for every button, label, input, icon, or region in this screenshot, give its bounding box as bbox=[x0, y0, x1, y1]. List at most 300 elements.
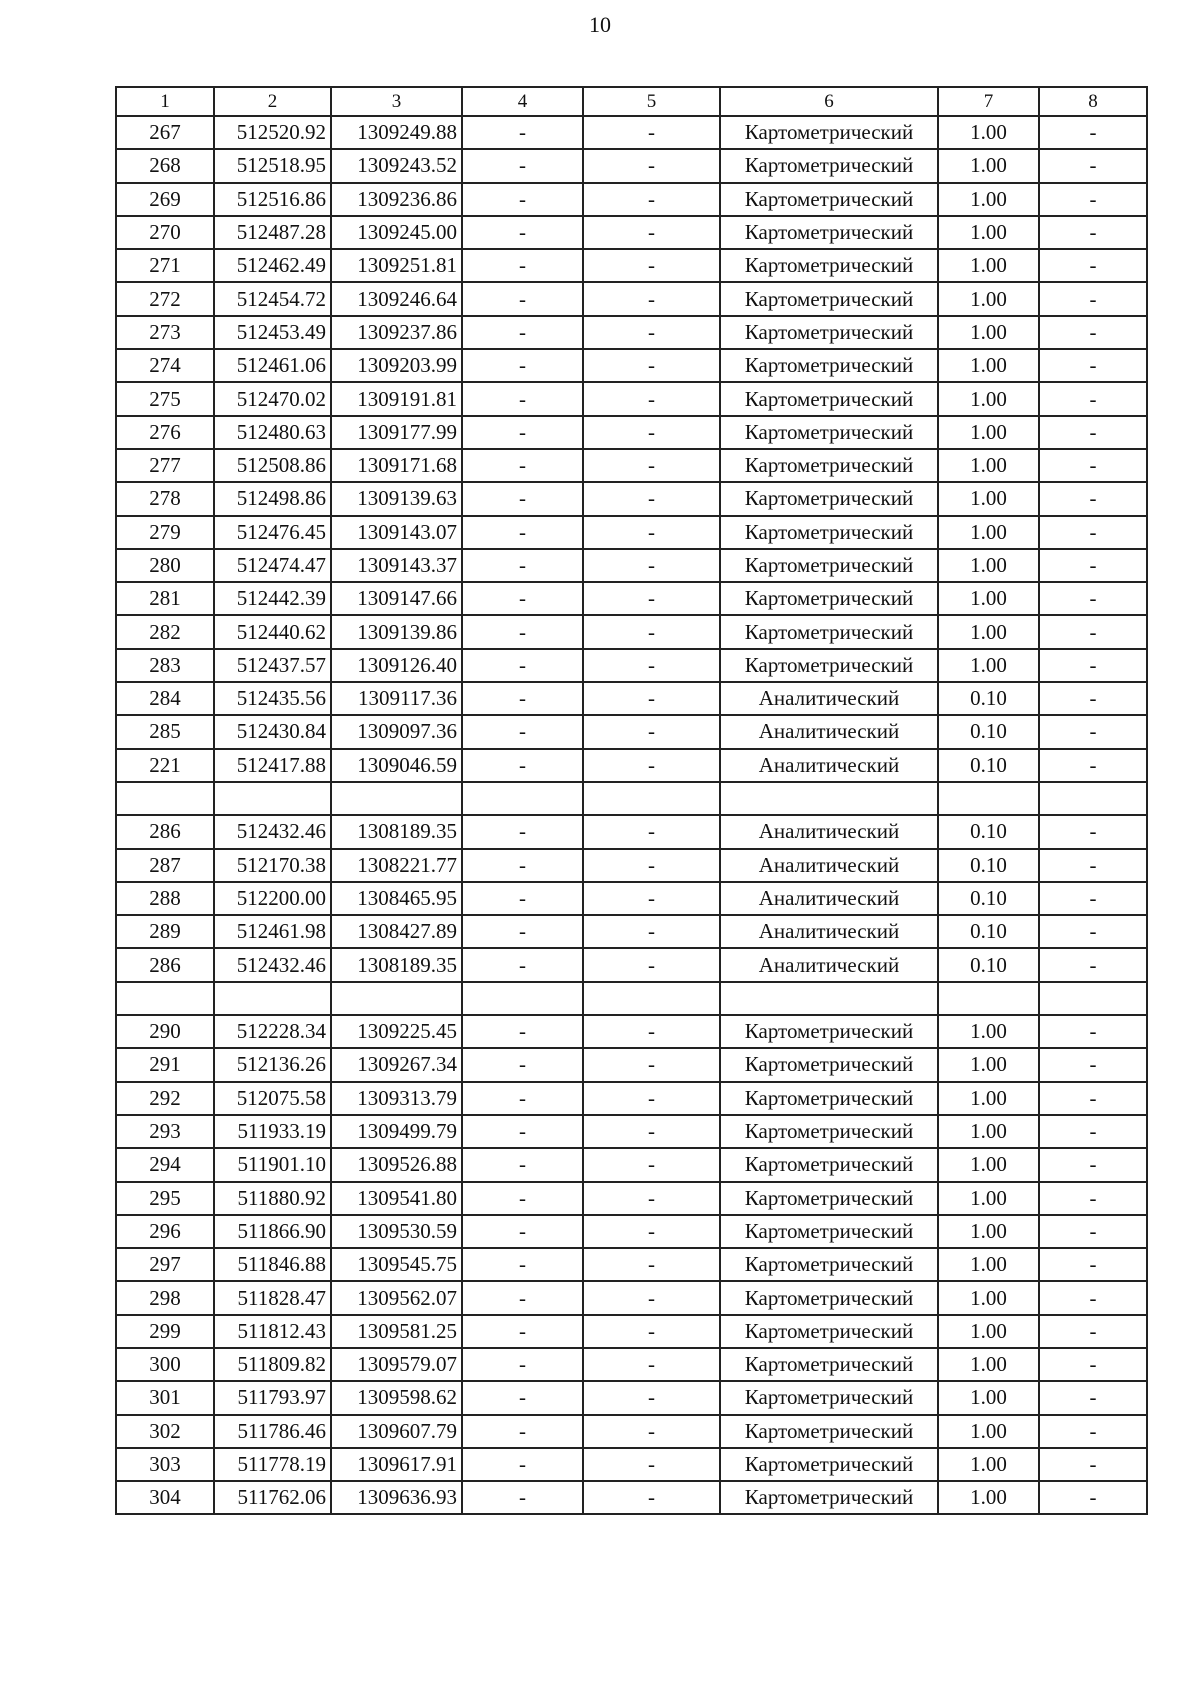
table-row bbox=[116, 1448, 1147, 1481]
table-cell-col-5: - bbox=[583, 1348, 720, 1381]
table-cell-col-6: Картометрический bbox=[720, 382, 938, 415]
table-cell-col-8: - bbox=[1039, 116, 1147, 149]
table-cell-col-4: - bbox=[462, 1015, 583, 1048]
table-cell-col-1: 292 bbox=[116, 1082, 214, 1115]
table-cell-col-6: Картометрический bbox=[720, 249, 938, 282]
table-cell-col-8: - bbox=[1039, 682, 1147, 715]
table-cell-col-7: 1.00 bbox=[938, 1281, 1039, 1314]
table-cell-col-3: 1309526.88 bbox=[331, 1148, 462, 1181]
table-cell-col-5: - bbox=[583, 516, 720, 549]
table-cell-col-6: Аналитический bbox=[720, 715, 938, 748]
table-cell-col-7: 1.00 bbox=[938, 1381, 1039, 1414]
table-cell-col-5: - bbox=[583, 449, 720, 482]
table-cell-col-4: - bbox=[462, 1481, 583, 1514]
table-cell-col-1: 294 bbox=[116, 1148, 214, 1181]
table-cell-col-7: 1.00 bbox=[938, 183, 1039, 216]
table-cell-col-3: 1309530.59 bbox=[331, 1215, 462, 1248]
column-header-3: 3 bbox=[331, 87, 462, 116]
table-cell-col-5: - bbox=[583, 183, 720, 216]
table-cell-col-1: 284 bbox=[116, 682, 214, 715]
table-cell-col-6: Картометрический bbox=[720, 649, 938, 682]
table-cell-col-6: Аналитический bbox=[720, 948, 938, 981]
table-cell-col-7: 1.00 bbox=[938, 1148, 1039, 1181]
table-cell-col-7: 1.00 bbox=[938, 1048, 1039, 1081]
table-cell-col-2: 512228.34 bbox=[214, 1015, 331, 1048]
table-cell-col-2: 512200.00 bbox=[214, 882, 331, 915]
table-cell-col-2: 511846.88 bbox=[214, 1248, 331, 1281]
table-cell-col-3: 1309139.63 bbox=[331, 482, 462, 515]
table-cell-col-7: 1.00 bbox=[938, 1415, 1039, 1448]
table-cell-col-6: Картометрический bbox=[720, 1048, 938, 1081]
table-cell-col-1: 267 bbox=[116, 116, 214, 149]
table-cell-col-6: Картометрический bbox=[720, 1215, 938, 1248]
table-cell-col-1: 291 bbox=[116, 1048, 214, 1081]
table-cell-col-2: 512432.46 bbox=[214, 815, 331, 848]
table-cell-col-8: - bbox=[1039, 249, 1147, 282]
table-row bbox=[116, 116, 1147, 149]
table-cell-col-7: 1.00 bbox=[938, 116, 1039, 149]
table-cell-col-8: - bbox=[1039, 416, 1147, 449]
table-cell-col-6: Картометрический bbox=[720, 1281, 938, 1314]
table-cell-col-6: Картометрический bbox=[720, 482, 938, 515]
table-cell-col-1: 270 bbox=[116, 216, 214, 249]
table-cell-col-3: 1308465.95 bbox=[331, 882, 462, 915]
table-cell-col-3: 1309541.80 bbox=[331, 1182, 462, 1215]
column-header-7: 7 bbox=[938, 87, 1039, 116]
table-cell-col-5: - bbox=[583, 282, 720, 315]
table-row bbox=[116, 715, 1147, 748]
table-cell-col-8: - bbox=[1039, 1048, 1147, 1081]
table-cell-col-3: 1309147.66 bbox=[331, 582, 462, 615]
table-cell-col-2: 512136.26 bbox=[214, 1048, 331, 1081]
table-cell-col-2: 511933.19 bbox=[214, 1115, 331, 1148]
table-cell-col-2: 512498.86 bbox=[214, 482, 331, 515]
table-cell-col-7: 1.00 bbox=[938, 349, 1039, 382]
table-cell-col-6: Картометрический bbox=[720, 149, 938, 182]
table-cell-col-1: 221 bbox=[116, 749, 214, 782]
table-cell-col-3: 1309191.81 bbox=[331, 382, 462, 415]
table-cell-col-3: 1309126.40 bbox=[331, 649, 462, 682]
table-cell-col-2: 511828.47 bbox=[214, 1281, 331, 1314]
table-cell-col-3: 1308189.35 bbox=[331, 948, 462, 981]
table-cell-col-6: Аналитический bbox=[720, 682, 938, 715]
table-cell-col-5: - bbox=[583, 416, 720, 449]
table-row bbox=[116, 416, 1147, 449]
table-cell-col-4 bbox=[462, 982, 583, 1015]
table-cell-col-5: - bbox=[583, 1115, 720, 1148]
table-cell-col-1: 271 bbox=[116, 249, 214, 282]
table-cell-col-1: 301 bbox=[116, 1381, 214, 1414]
table-cell-col-8: - bbox=[1039, 715, 1147, 748]
table-cell-col-2: 512435.56 bbox=[214, 682, 331, 715]
table-cell-col-8: - bbox=[1039, 1415, 1147, 1448]
column-header-6: 6 bbox=[720, 87, 938, 116]
table-cell-col-5: - bbox=[583, 1182, 720, 1215]
table-row bbox=[116, 382, 1147, 415]
table-cell-col-4 bbox=[462, 782, 583, 815]
table-cell-col-2: 511778.19 bbox=[214, 1448, 331, 1481]
table-cell-col-4: - bbox=[462, 1315, 583, 1348]
table-cell-col-8: - bbox=[1039, 549, 1147, 582]
table-cell-col-6 bbox=[720, 982, 938, 1015]
table-row bbox=[116, 1015, 1147, 1048]
table-cell-col-8: - bbox=[1039, 449, 1147, 482]
table-cell-col-8: - bbox=[1039, 615, 1147, 648]
table-cell-col-6: Картометрический bbox=[720, 1148, 938, 1181]
table-cell-col-4: - bbox=[462, 715, 583, 748]
table-cell-col-2 bbox=[214, 782, 331, 815]
table-cell-col-2: 512462.49 bbox=[214, 249, 331, 282]
table-cell-col-5: - bbox=[583, 1148, 720, 1181]
table-row bbox=[116, 1248, 1147, 1281]
table-cell-col-8: - bbox=[1039, 1148, 1147, 1181]
table-row bbox=[116, 1048, 1147, 1081]
table-cell-col-5: - bbox=[583, 316, 720, 349]
table-row bbox=[116, 615, 1147, 648]
table-cell-col-5: - bbox=[583, 882, 720, 915]
table-cell-col-7: 1.00 bbox=[938, 1448, 1039, 1481]
table-cell-col-3: 1309545.75 bbox=[331, 1248, 462, 1281]
table-cell-col-4: - bbox=[462, 815, 583, 848]
table-cell-col-1: 268 bbox=[116, 149, 214, 182]
table-cell-col-4: - bbox=[462, 749, 583, 782]
table-cell-col-1: 290 bbox=[116, 1015, 214, 1048]
table-cell-col-4: - bbox=[462, 149, 583, 182]
table-row bbox=[116, 1115, 1147, 1148]
table-cell-col-1 bbox=[116, 782, 214, 815]
table-cell-col-4: - bbox=[462, 1448, 583, 1481]
table-cell-col-2: 511812.43 bbox=[214, 1315, 331, 1348]
column-header-4: 4 bbox=[462, 87, 583, 116]
table-cell-col-5: - bbox=[583, 682, 720, 715]
table-cell-col-7: 0.10 bbox=[938, 948, 1039, 981]
table-cell-col-1: 281 bbox=[116, 582, 214, 615]
table-cell-col-1: 304 bbox=[116, 1481, 214, 1514]
table-cell-col-7: 0.10 bbox=[938, 882, 1039, 915]
table-cell-col-4: - bbox=[462, 282, 583, 315]
table-cell-col-5: - bbox=[583, 1381, 720, 1414]
table-cell-col-4: - bbox=[462, 1415, 583, 1448]
table-cell-col-2: 512476.45 bbox=[214, 516, 331, 549]
table-cell-col-4: - bbox=[462, 183, 583, 216]
table-cell-col-7: 1.00 bbox=[938, 1182, 1039, 1215]
table-cell-col-1: 273 bbox=[116, 316, 214, 349]
table-cell-col-8: - bbox=[1039, 149, 1147, 182]
table-cell-col-1: 269 bbox=[116, 183, 214, 216]
table-cell-col-7: 1.00 bbox=[938, 1248, 1039, 1281]
table-cell-col-5: - bbox=[583, 582, 720, 615]
table-cell-col-3: 1309267.34 bbox=[331, 1048, 462, 1081]
table-cell-col-6: Картометрический bbox=[720, 216, 938, 249]
table-cell-col-5: - bbox=[583, 915, 720, 948]
table-cell-col-3: 1309236.86 bbox=[331, 183, 462, 216]
table-cell-col-2: 512437.57 bbox=[214, 649, 331, 682]
coordinates-table bbox=[115, 86, 1148, 1515]
table-cell-col-3: 1309617.91 bbox=[331, 1448, 462, 1481]
table-cell-col-8: - bbox=[1039, 349, 1147, 382]
table-row bbox=[116, 1315, 1147, 1348]
table-cell-col-5: - bbox=[583, 1281, 720, 1314]
table-cell-col-1: 296 bbox=[116, 1215, 214, 1248]
table-cell-col-7: 1.00 bbox=[938, 482, 1039, 515]
table-cell-col-7: 0.10 bbox=[938, 749, 1039, 782]
table-cell-col-8: - bbox=[1039, 1481, 1147, 1514]
table-cell-col-5: - bbox=[583, 149, 720, 182]
table-cell-col-2: 512474.47 bbox=[214, 549, 331, 582]
table-cell-col-1: 286 bbox=[116, 815, 214, 848]
table-cell-col-8 bbox=[1039, 982, 1147, 1015]
table-cell-col-5: - bbox=[583, 1015, 720, 1048]
table-cell-col-3: 1308221.77 bbox=[331, 849, 462, 882]
table-cell-col-3: 1309562.07 bbox=[331, 1281, 462, 1314]
table-cell-col-4: - bbox=[462, 482, 583, 515]
table-cell-col-2: 512454.72 bbox=[214, 282, 331, 315]
table-cell-col-6: Аналитический bbox=[720, 882, 938, 915]
table-cell-col-7: 1.00 bbox=[938, 549, 1039, 582]
table-row bbox=[116, 516, 1147, 549]
table-cell-col-4: - bbox=[462, 948, 583, 981]
column-header-8: 8 bbox=[1039, 87, 1147, 116]
table-cell-col-4: - bbox=[462, 416, 583, 449]
table-cell-col-6: Картометрический bbox=[720, 1182, 938, 1215]
table-cell-col-3: 1309237.86 bbox=[331, 316, 462, 349]
table-cell-col-2: 512075.58 bbox=[214, 1082, 331, 1115]
table-cell-col-8: - bbox=[1039, 749, 1147, 782]
table-cell-col-1: 279 bbox=[116, 516, 214, 549]
table-cell-col-3: 1309636.93 bbox=[331, 1481, 462, 1514]
table-cell-col-5 bbox=[583, 982, 720, 1015]
table-cell-col-8: - bbox=[1039, 183, 1147, 216]
column-header-5: 5 bbox=[583, 87, 720, 116]
table-cell-col-8: - bbox=[1039, 1281, 1147, 1314]
table-cell-col-3: 1309143.07 bbox=[331, 516, 462, 549]
table-row bbox=[116, 1281, 1147, 1314]
table-cell-col-7: 1.00 bbox=[938, 649, 1039, 682]
table-cell-col-2: 512518.95 bbox=[214, 149, 331, 182]
table-cell-col-2: 511762.06 bbox=[214, 1481, 331, 1514]
table-cell-col-2: 512417.88 bbox=[214, 749, 331, 782]
table-cell-col-2: 512487.28 bbox=[214, 216, 331, 249]
table-cell-col-3: 1309246.64 bbox=[331, 282, 462, 315]
table-cell-col-4: - bbox=[462, 316, 583, 349]
table-cell-col-3: 1309251.81 bbox=[331, 249, 462, 282]
table-cell-col-8: - bbox=[1039, 1315, 1147, 1348]
table-cell-col-3 bbox=[331, 782, 462, 815]
table-cell-col-4: - bbox=[462, 682, 583, 715]
table-cell-col-1: 276 bbox=[116, 416, 214, 449]
table-cell-col-7: 1.00 bbox=[938, 449, 1039, 482]
table-cell-col-8: - bbox=[1039, 1448, 1147, 1481]
table-cell-col-2: 511880.92 bbox=[214, 1182, 331, 1215]
table-cell-col-8: - bbox=[1039, 482, 1147, 515]
table-cell-col-8: - bbox=[1039, 815, 1147, 848]
table-cell-col-7: 1.00 bbox=[938, 1015, 1039, 1048]
table-body bbox=[116, 116, 1147, 1514]
table-cell-col-8: - bbox=[1039, 1215, 1147, 1248]
table-cell-col-2: 512442.39 bbox=[214, 582, 331, 615]
table-row bbox=[116, 1381, 1147, 1414]
table-cell-col-5: - bbox=[583, 1248, 720, 1281]
table-cell-col-3: 1309203.99 bbox=[331, 349, 462, 382]
table-row bbox=[116, 582, 1147, 615]
table-cell-col-4: - bbox=[462, 249, 583, 282]
table-cell-col-3: 1309245.00 bbox=[331, 216, 462, 249]
table-cell-col-4: - bbox=[462, 1281, 583, 1314]
table-cell-col-1 bbox=[116, 982, 214, 1015]
table-cell-col-3: 1309243.52 bbox=[331, 149, 462, 182]
table-cell-col-5: - bbox=[583, 349, 720, 382]
table-cell-col-2: 512461.98 bbox=[214, 915, 331, 948]
table-cell-col-6: Аналитический bbox=[720, 849, 938, 882]
table-cell-col-2: 512440.62 bbox=[214, 615, 331, 648]
table-cell-col-8: - bbox=[1039, 649, 1147, 682]
table-cell-col-7: 1.00 bbox=[938, 316, 1039, 349]
table-cell-col-4: - bbox=[462, 382, 583, 415]
table-cell-col-3: 1309579.07 bbox=[331, 1348, 462, 1381]
page-number: 10 bbox=[589, 12, 611, 37]
table-cell-col-4: - bbox=[462, 582, 583, 615]
table-cell-col-5: - bbox=[583, 216, 720, 249]
table-header-row bbox=[116, 87, 1147, 116]
table-cell-col-7: 0.10 bbox=[938, 715, 1039, 748]
table-row bbox=[116, 482, 1147, 515]
table-cell-col-3: 1309249.88 bbox=[331, 116, 462, 149]
table-cell-col-3: 1308189.35 bbox=[331, 815, 462, 848]
table-cell-col-8: - bbox=[1039, 915, 1147, 948]
table-row bbox=[116, 316, 1147, 349]
table-cell-col-6: Картометрический bbox=[720, 449, 938, 482]
table-row bbox=[116, 183, 1147, 216]
table-cell-col-1: 283 bbox=[116, 649, 214, 682]
table-cell-col-1: 298 bbox=[116, 1281, 214, 1314]
table-cell-col-8: - bbox=[1039, 948, 1147, 981]
table-cell-col-7: 1.00 bbox=[938, 149, 1039, 182]
table-cell-col-2: 512170.38 bbox=[214, 849, 331, 882]
table-cell-col-2: 511866.90 bbox=[214, 1215, 331, 1248]
table-cell-col-7 bbox=[938, 782, 1039, 815]
table-row bbox=[116, 849, 1147, 882]
table-cell-col-7: 1.00 bbox=[938, 416, 1039, 449]
table-cell-col-1: 289 bbox=[116, 915, 214, 948]
table-cell-col-1: 275 bbox=[116, 382, 214, 415]
table-cell-col-2: 511901.10 bbox=[214, 1148, 331, 1181]
table-cell-col-4: - bbox=[462, 915, 583, 948]
table-cell-col-1: 285 bbox=[116, 715, 214, 748]
table-cell-col-5: - bbox=[583, 116, 720, 149]
table-cell-col-8: - bbox=[1039, 216, 1147, 249]
table-cell-col-1: 302 bbox=[116, 1415, 214, 1448]
table-cell-col-6: Картометрический bbox=[720, 1315, 938, 1348]
table-cell-col-7: 1.00 bbox=[938, 1481, 1039, 1514]
table-cell-col-1: 287 bbox=[116, 849, 214, 882]
table-cell-col-3: 1309117.36 bbox=[331, 682, 462, 715]
table-row bbox=[116, 1082, 1147, 1115]
table-cell-col-4: - bbox=[462, 1381, 583, 1414]
table-cell-col-7: 1.00 bbox=[938, 1115, 1039, 1148]
table-cell-col-8: - bbox=[1039, 882, 1147, 915]
table-cell-col-6: Аналитический bbox=[720, 815, 938, 848]
table-row bbox=[116, 216, 1147, 249]
table-cell-col-3: 1309313.79 bbox=[331, 1082, 462, 1115]
table-cell-col-4: - bbox=[462, 649, 583, 682]
table-cell-col-3: 1309171.68 bbox=[331, 449, 462, 482]
table-cell-col-4: - bbox=[462, 882, 583, 915]
table-cell-col-4: - bbox=[462, 116, 583, 149]
table-row bbox=[116, 1348, 1147, 1381]
table-row bbox=[116, 749, 1147, 782]
table-cell-col-5 bbox=[583, 782, 720, 815]
table-cell-col-6: Картометрический bbox=[720, 1448, 938, 1481]
table-row bbox=[116, 149, 1147, 182]
table-cell-col-5: - bbox=[583, 549, 720, 582]
table-cell-col-7: 0.10 bbox=[938, 915, 1039, 948]
table-cell-col-4: - bbox=[462, 1182, 583, 1215]
table-cell-col-8: - bbox=[1039, 282, 1147, 315]
table-row bbox=[116, 549, 1147, 582]
table-cell-col-2: 512520.92 bbox=[214, 116, 331, 149]
table-cell-col-6: Картометрический bbox=[720, 1015, 938, 1048]
table-cell-col-7: 0.10 bbox=[938, 682, 1039, 715]
table-cell-col-3: 1309097.36 bbox=[331, 715, 462, 748]
table-cell-col-4: - bbox=[462, 1148, 583, 1181]
table-cell-col-2: 512480.63 bbox=[214, 416, 331, 449]
table-cell-col-3: 1309177.99 bbox=[331, 416, 462, 449]
table-cell-col-3 bbox=[331, 982, 462, 1015]
table-cell-col-8: - bbox=[1039, 1182, 1147, 1215]
table-cell-col-5: - bbox=[583, 615, 720, 648]
table-cell-col-3: 1309499.79 bbox=[331, 1115, 462, 1148]
table-cell-col-6: Картометрический bbox=[720, 549, 938, 582]
table-cell-col-1: 282 bbox=[116, 615, 214, 648]
table-cell-col-7: 1.00 bbox=[938, 249, 1039, 282]
table-row bbox=[116, 1182, 1147, 1215]
table-cell-col-6: Картометрический bbox=[720, 116, 938, 149]
table-cell-col-1: 293 bbox=[116, 1115, 214, 1148]
table-cell-col-8: - bbox=[1039, 316, 1147, 349]
table-row bbox=[116, 982, 1147, 1015]
table-cell-col-7: 1.00 bbox=[938, 516, 1039, 549]
table-row bbox=[116, 815, 1147, 848]
table-cell-col-5: - bbox=[583, 1215, 720, 1248]
table-cell-col-6: Картометрический bbox=[720, 183, 938, 216]
table-cell-col-6: Картометрический bbox=[720, 516, 938, 549]
table-cell-col-3: 1309139.86 bbox=[331, 615, 462, 648]
table-cell-col-4: - bbox=[462, 615, 583, 648]
table-cell-col-3: 1309225.45 bbox=[331, 1015, 462, 1048]
table-cell-col-5: - bbox=[583, 715, 720, 748]
table-cell-col-8: - bbox=[1039, 1115, 1147, 1148]
table-cell-col-5: - bbox=[583, 1082, 720, 1115]
table-cell-col-2: 511809.82 bbox=[214, 1348, 331, 1381]
table-cell-col-5: - bbox=[583, 849, 720, 882]
table-cell-col-5: - bbox=[583, 749, 720, 782]
table-cell-col-6: Аналитический bbox=[720, 915, 938, 948]
table-cell-col-5: - bbox=[583, 1315, 720, 1348]
table-cell-col-5: - bbox=[583, 249, 720, 282]
table-cell-col-7: 1.00 bbox=[938, 216, 1039, 249]
table-cell-col-7: 0.10 bbox=[938, 849, 1039, 882]
table-cell-col-5: - bbox=[583, 382, 720, 415]
table-cell-col-6 bbox=[720, 782, 938, 815]
table-cell-col-1: 277 bbox=[116, 449, 214, 482]
table-cell-col-4: - bbox=[462, 1115, 583, 1148]
table-row bbox=[116, 1481, 1147, 1514]
table-cell-col-1: 297 bbox=[116, 1248, 214, 1281]
table-cell-col-3: 1309046.59 bbox=[331, 749, 462, 782]
table-cell-col-6: Картометрический bbox=[720, 1481, 938, 1514]
table-cell-col-5: - bbox=[583, 1448, 720, 1481]
table-cell-col-6: Аналитический bbox=[720, 749, 938, 782]
